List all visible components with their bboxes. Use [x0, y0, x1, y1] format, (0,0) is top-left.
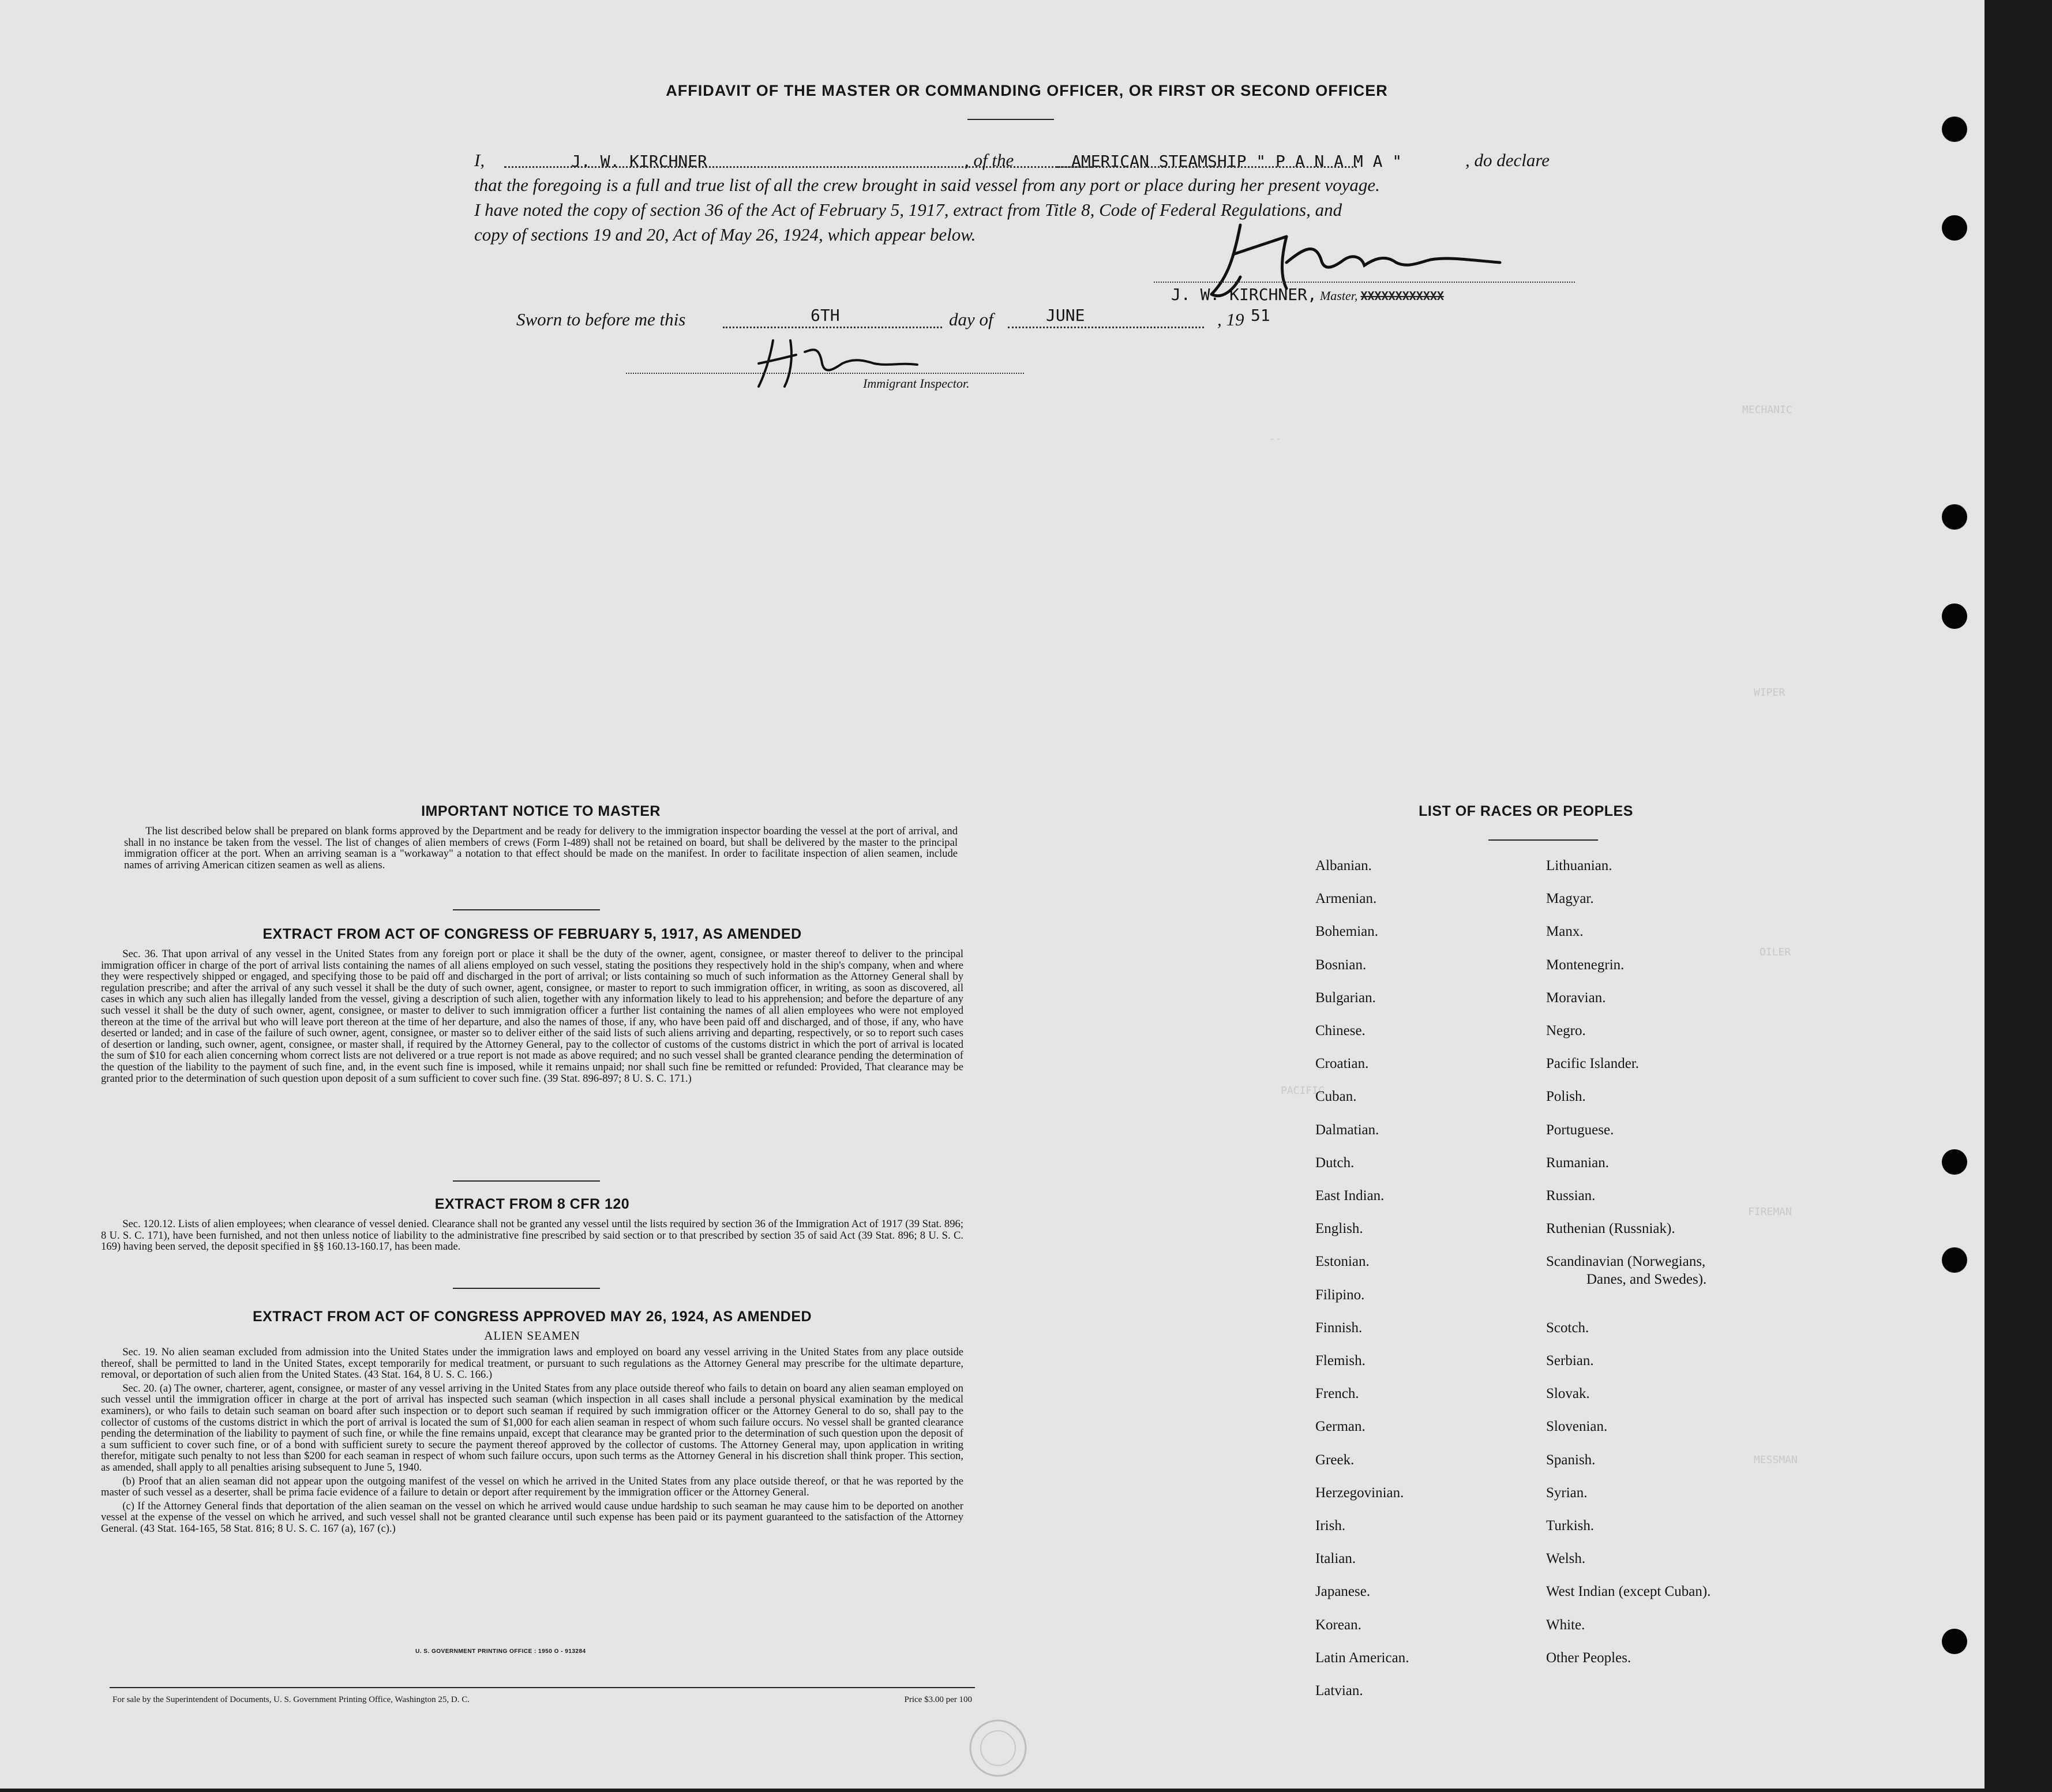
race-item: Lithuanian.: [1546, 858, 1612, 873]
for-sale-text: For sale by the Superintendent of Documents, U. S. Government Printing Office, Washington 25, D. C.: [112, 1695, 470, 1704]
inspector-signature-line: [626, 373, 1024, 374]
printing-office-imprint: U. S. GOVERNMENT PRINTING OFFICE : 1950 O - 913284: [415, 1648, 586, 1655]
section-divider: [453, 1288, 600, 1289]
notice-section: [124, 803, 958, 873]
race-item: Bulgarian.: [1315, 989, 1376, 1006]
race-item: Korean.: [1315, 1617, 1361, 1633]
footer-rule: [110, 1687, 975, 1688]
extract-1924-sec20b: (b) Proof that an alien seaman did not appear upon the outgoing manifest of the vessel on which he arrived in the United States from any place outside thereof, or that he was reported by the master of such vessel as a deserter, shall be prima facie evidence of a failure to detain or deport after requirement by the immigration officer or the Attorney General.: [101, 1475, 963, 1499]
race-item: Greek.: [1315, 1452, 1355, 1468]
extract-1924-title: EXTRACT FROM ACT OF CONGRESS APPROVED MAY 26, 1924, AS AMENDED: [252, 1309, 812, 1325]
race-item: Bosnian.: [1315, 957, 1367, 973]
notice-title: IMPORTANT NOTICE TO MASTER: [421, 803, 661, 819]
vessel-name-line: [1057, 166, 1357, 168]
year-suffix: 51: [1251, 306, 1270, 325]
extract-1924-section: [101, 1309, 963, 1537]
bleed-through-mark: PACIFIC: [1281, 1085, 1325, 1097]
race-item: Magyar.: [1546, 891, 1594, 907]
binder-hole: [1942, 603, 1967, 629]
race-item: Finnish.: [1315, 1319, 1363, 1336]
race-item: Croatian.: [1315, 1056, 1369, 1072]
affidavit-title-rule: [967, 119, 1054, 120]
race-item: Scotch.: [1546, 1319, 1589, 1336]
race-item: Danes, and Swedes).: [1586, 1272, 1707, 1288]
notice-body: The list described below shall be prepared on blank forms approved by the Department and be ready for delivery to the immigration inspector boarding the vessel at the port of arrival, and shall in no instance be taken from the vessel. The list of changes of alien members of crews (Form I-489) shall not be retained on board, but shall be delivered by the master to the principal immigration officer at the port. When an arriving seaman is a "workaway" a notation to that effect should be made on the manifest. In order to facilitate inspection of alien seamen, include names of arriving American citizen seamen as well as aliens.: [124, 825, 958, 871]
binder-hole: [1942, 504, 1967, 530]
extract-1917-body: Sec. 36. That upon arrival of any vessel in the United States from any foreign port or place it shall be the duty of the owner, agent, consignee, or master thereof to deliver to the principal immigration officer in charge of the port of arrival lists containing the names of all aliens employed on such vessel, stating the positions they respectively hold in the ship's company, when and where they were respectively shipped or engaged, and specifying those to be paid off and discharged in the port of arrival; or lists containing so much of such information as the Attorney General shall by regulation prescribe; and after the arrival of any such vessel it shall be the duty of such owner, agent, consignee, or master to report to such immigration officer, in writing, as soon as discovered, all cases in which any such alien has illegally landed from the vessel, giving a description of such alien, together with any information likely to lead to his apprehension; and before the departure of any such vessel it shall be the duty of such owner, agent, consignee, or master to deliver to such immigration officer a further list containing the names of all alien employees who were not employed thereon at the time of the arrival but who will leave port thereon at the time of her departure, and also the names of those, if any, who have been paid off and discharged, and of those, if any, who have deserted or landed; and in case of the failure of such owner, agent, consignee, or master so to deliver either of the said lists of such aliens arriving and departing, respectively, or so to report such cases of desertion or landing, such owner, agent, consignee, or master shall, if required by the Attorney General, pay to the collector of customs of the customs district in which the port of arrival is located the sum of $10 for each alien concerning whom correct lists are not delivered or a true report is not made as above required; and no such vessel shall be granted clearance pending the determination of the question of the liability to the payment of such fine, and, in the event such fine is imposed, while it remains unpaid; nor shall such fine be remitted or refunded: Provided, That clearance may be granted prior to the determination of such question upon deposit of a sum sufficient to cover such fine. (39 Stat. 896-897; 8 U. S. C. 171.): [101, 948, 963, 1085]
race-item: Bohemian.: [1315, 924, 1379, 940]
sworn-month-line: [1008, 327, 1204, 328]
sworn-label: Sworn to before me this: [516, 309, 686, 329]
race-item: Syrian.: [1546, 1484, 1588, 1501]
vessel-name: AMERICAN STEAMSHIP " P A N A M A ": [1071, 152, 1402, 171]
race-item: Moravian.: [1546, 989, 1606, 1006]
race-item: German.: [1315, 1419, 1366, 1435]
do-declare-label: , do declare: [1465, 150, 1550, 170]
bleed-through-mark: FIREMAN: [1748, 1206, 1792, 1218]
declarant-prefix: I,: [474, 150, 485, 170]
sworn-day: 6TH: [811, 306, 840, 325]
day-of-label: day of: [949, 309, 993, 329]
race-item: Armenian.: [1315, 891, 1377, 907]
race-item: Chinese.: [1315, 1023, 1366, 1039]
race-item: Slovenian.: [1546, 1419, 1608, 1435]
master-signature-caption: [1171, 285, 1444, 304]
binder-hole: [1942, 215, 1967, 241]
affidavit-line-2: that the foregoing is a full and true list of all the crew brought in said vessel from any port or place during her present voyage.: [474, 175, 1380, 195]
race-item: Dutch.: [1315, 1154, 1355, 1171]
race-item: Latin American.: [1315, 1649, 1409, 1666]
extract-1924-sec20c: (c) If the Attorney General finds that deportation of the alien seaman on the vessel on which he arrived would cause undue hardship to such seaman he may cause him to be deported on another vessel at the expense of the vessel on which he arrived, and such vessel shall not be granted clearance until such expense has been paid or its payment guaranteed to the satisfaction of the Attorney General. (43 Stat. 164-165, 58 Stat. 816; 8 U. S. C. 167 (a), 167 (c).): [101, 1499, 963, 1535]
race-item: Flemish.: [1315, 1353, 1366, 1369]
race-item: Herzegovinian.: [1315, 1484, 1404, 1501]
race-item: East Indian.: [1315, 1188, 1385, 1204]
affidavit-line-1: [474, 148, 1582, 173]
race-item: Slovak.: [1546, 1386, 1590, 1402]
struck-out-title: XXXXXXXXXXXX: [1360, 289, 1444, 303]
race-item: Polish.: [1546, 1089, 1586, 1105]
bleed-through-mark: MESSMAN: [1754, 1454, 1798, 1466]
race-item: Pacific Islander.: [1546, 1056, 1640, 1072]
extract-1924-sec19: Sec. 19. No alien seaman excluded from admission into the United States under the immigration laws and employed on board any vessel arriving in the United States from any place outside thereof, shall be permitted to land in the United States, except temporarily for medical treatment, or pursuant to such regulations as the Attorney General may prescribe for the ultimate departure, removal, or deportation of such alien from the United States. (43 Stat. 164, 8 U. S. C. 166.): [101, 1346, 963, 1381]
race-item: West Indian (except Cuban).: [1546, 1584, 1711, 1600]
affidavit-title: AFFIDAVIT OF THE MASTER OR COMMANDING OFFICER, OR FIRST OR SECOND OFFICER: [666, 82, 1388, 99]
race-item: Rumanian.: [1546, 1154, 1610, 1171]
price-text: Price $3.00 per 100: [904, 1695, 972, 1704]
extract-cfr-body: Sec. 120.12. Lists of alien employees; when clearance of vessel denied. Clearance shall not be granted any vessel until the lists required by section 36 of the Immigration Act of 1917 (39 Stat. 896; 8 U. S. C. 171), have been furnished, and not then unless notice of liability to the administrative fine prescribed by said section or to that prescribed by section 35 of said Act (39 Stat. 896; 8 U. S. C. 169) having been served, the deposit specified in §§ 160.13-160.17, has been made.: [101, 1218, 963, 1253]
binder-hole: [1942, 1149, 1967, 1175]
races-title-rule: [1488, 839, 1598, 841]
race-item: Ruthenian (Russniak).: [1546, 1221, 1675, 1237]
section-divider: [453, 1180, 600, 1182]
race-item: Spanish.: [1546, 1452, 1596, 1468]
affidavit-line-3: I have noted the copy of section 36 of the Act of February 5, 1917, extract from Title 8, Code of Federal Regulations, and: [474, 200, 1342, 220]
affidavit-line-4: copy of sections 19 and 20, Act of May 26, 1924, which appear below.: [474, 224, 976, 245]
bleed-through-mark: OILER: [1760, 946, 1791, 958]
signer-title: Master,: [1319, 288, 1358, 303]
sworn-day-line: [723, 327, 942, 328]
extract-cfr-section: [101, 1196, 963, 1255]
inspector-label: Immigrant Inspector.: [863, 376, 970, 391]
extract-cfr-title: EXTRACT FROM 8 CFR 120: [434, 1196, 630, 1212]
declarant-name: J. W. KIRCHNER: [571, 152, 708, 171]
section-divider: [453, 909, 600, 910]
race-item: Dalmatian.: [1315, 1122, 1379, 1138]
extract-1917-section: [101, 926, 963, 1086]
race-item: Latvian.: [1315, 1683, 1363, 1699]
race-item: Portuguese.: [1546, 1122, 1614, 1138]
race-item: Manx.: [1546, 924, 1584, 940]
race-item: Filipino.: [1315, 1287, 1365, 1303]
race-item: Serbian.: [1546, 1353, 1594, 1369]
race-item: French.: [1315, 1386, 1359, 1402]
for-sale-line: [112, 1695, 972, 1709]
binder-hole: [1942, 1247, 1967, 1273]
race-item: Welsh.: [1546, 1551, 1586, 1567]
edge-stamp: [958, 1714, 1044, 1783]
race-item: Russian.: [1546, 1188, 1596, 1204]
race-item: Other Peoples.: [1546, 1649, 1631, 1666]
race-item: Italian.: [1315, 1551, 1356, 1567]
master-signature-line: [1154, 282, 1575, 283]
race-item: Negro.: [1546, 1023, 1586, 1039]
extract-1924-sec20a: Sec. 20. (a) The owner, charterer, agent, consignee, or master of any vessel arriving in the United States from any place outside thereof who fails to detain on board any alien seaman employed on such vessel until the immigration officer in charge at the port of arrival has inspected such seaman (which inspection in all cases shall include a personal physical examination by the medical examiners), or who fails to detain such seaman on board after such inspection or to deport such seaman if required by such immigration officer or the Attorney General to do so, shall pay to the collector of customs of the customs district in which the port of arrival is located the sum of $1,000 for each alien seaman in respect of whom such failure occurs. No vessel shall be granted clearance pending the determination of the liability to payment of such fine, or while the fine remains unpaid, except that clearance may be granted prior to the determination of such question upon the deposit of a sum sufficient to cover such fine, or of a bond with sufficient surety to secure the payment thereof approved by the collector of customs. The Attorney General may, upon application in writing therefor, mitigate such penalty to not less than $200 for each seaman in respect of whom such failure occurs, upon such terms as the Attorney General in his discretion shall think proper. This section, as amended, shall apply to all penalties arising subsequent to June 5, 1940.: [101, 1382, 963, 1474]
race-item: Scandinavian (Norwegians,: [1546, 1254, 1706, 1270]
extract-1917-title: EXTRACT FROM ACT OF CONGRESS OF FEBRUARY 5, 1917, AS AMENDED: [262, 926, 802, 942]
binder-hole: [1942, 1629, 1967, 1654]
race-item: Montenegrin.: [1546, 957, 1625, 973]
race-item: Estonian.: [1315, 1254, 1370, 1270]
race-item: English.: [1315, 1221, 1363, 1237]
sworn-month: JUNE: [1046, 306, 1085, 325]
races-title: LIST OF RACES OR PEOPLES: [1419, 803, 1633, 819]
year-prefix: , 19: [1217, 309, 1244, 329]
race-item: Cuban.: [1315, 1089, 1357, 1105]
extract-1924-subtitle: ALIEN SEAMEN: [484, 1329, 580, 1343]
race-item: Irish.: [1315, 1518, 1346, 1534]
bleed-through-mark: WIPER: [1754, 687, 1785, 699]
race-item: Albanian.: [1315, 858, 1372, 873]
binder-hole: [1942, 117, 1967, 142]
bleed-through-mark: MECHANIC: [1742, 404, 1792, 416]
of-the-label: , of the: [965, 150, 1014, 170]
signer-name: J. W. KIRCHNER,: [1171, 285, 1317, 304]
race-item: White.: [1546, 1617, 1585, 1633]
bleed-through-mark: --: [1269, 433, 1282, 445]
race-item: Japanese.: [1315, 1584, 1371, 1600]
race-item: Turkish.: [1546, 1518, 1595, 1534]
